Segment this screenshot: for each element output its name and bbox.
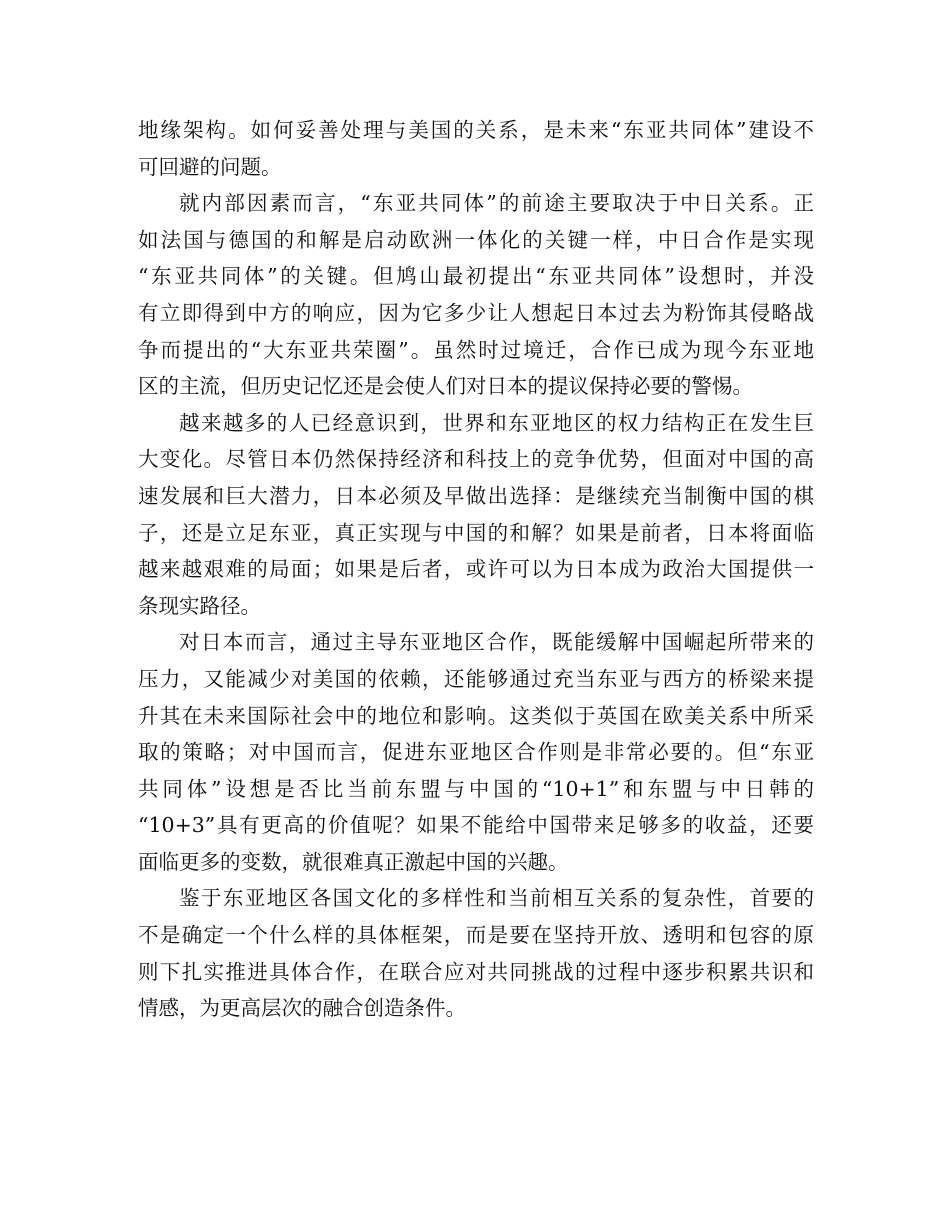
paragraph <box>138 112 814 185</box>
text-line: 则下扎实推进具体合作，在联合应对共同挑战的过程中逐步积累共识和 <box>138 959 814 984</box>
text-line: 子，还是立足东亚，真正实现与中国的和解？如果是前者，日本将面临 <box>138 520 814 545</box>
text-line: 面临更多的变数，就很难真正激起中国的兴趣。 <box>138 849 569 874</box>
text-line: 不是确定一个什么样的具体框架，而是要在坚持开放、透明和包容的原 <box>138 923 814 948</box>
text-line: 鉴于东亚地区各国文化的多样性和当前相互关系的复杂性，首要的 <box>179 886 814 911</box>
paragraph <box>138 405 814 625</box>
paragraph <box>138 185 814 405</box>
text-line: “东亚共同体”的关键。但鸠山最初提出“东亚共同体”设想时，并没 <box>138 264 814 289</box>
text-line: 速发展和巨大潜力，日本必须及早做出选择：是继续充当制衡中国的棋 <box>138 483 814 508</box>
text-line: 共同体”设想是否比当前东盟与中国的“10+1”和东盟与中日韩的 <box>138 776 814 801</box>
text-line: 如法国与德国的和解是启动欧洲一体化的关键一样，中日合作是实现 <box>138 227 814 252</box>
text-line: 争而提出的“大东亚共荣圈”。虽然时过境迁，合作已成为现今东亚地 <box>138 337 814 362</box>
body-text <box>138 112 814 1027</box>
text-line: 有立即得到中方的响应，因为它多少让人想起日本过去为粉饰其侵略战 <box>138 300 814 325</box>
text-line: 大变化。尽管日本仍然保持经济和科技上的竞争优势，但面对中国的高 <box>138 447 814 472</box>
text-line: 越来越艰难的局面；如果是后者，或许可以为日本成为政治大国提供一 <box>138 557 814 582</box>
text-line: 区的主流，但历史记忆还是会使人们对日本的提议保持必要的警惕。 <box>138 374 753 399</box>
text-line: “10+3”具有更高的价值呢？如果不能给中国带来足够多的收益，还要 <box>138 813 814 838</box>
text-line: 取的策略；对中国而言，促进东亚地区合作则是非常必要的。但“东亚 <box>138 740 814 765</box>
text-line: 升其在未来国际社会中的地位和影响。这类似于英国在欧美关系中所采 <box>138 703 814 728</box>
text-line: 地缘架构。如何妥善处理与美国的关系，是未来“东亚共同体”建设不 <box>138 118 814 142</box>
text-line: 情感，为更高层次的融合创造条件。 <box>138 996 466 1021</box>
paragraph <box>138 624 814 880</box>
text-line: 压力，又能减少对美国的依赖，还能够通过充当东亚与西方的桥梁来提 <box>138 666 814 691</box>
text-line: 越来越多的人已经意识到，世界和东亚地区的权力结构正在发生巨 <box>179 410 814 435</box>
text-line: 就内部因素而言，“东亚共同体”的前途主要取决于中日关系。正 <box>179 191 814 216</box>
text-line: 可回避的问题。 <box>138 154 282 179</box>
paragraph <box>138 880 814 1026</box>
text-line: 对日本而言，通过主导东亚地区合作，既能缓解中国崛起所带来的 <box>179 630 814 655</box>
text-line: 条现实路径。 <box>138 593 261 618</box>
